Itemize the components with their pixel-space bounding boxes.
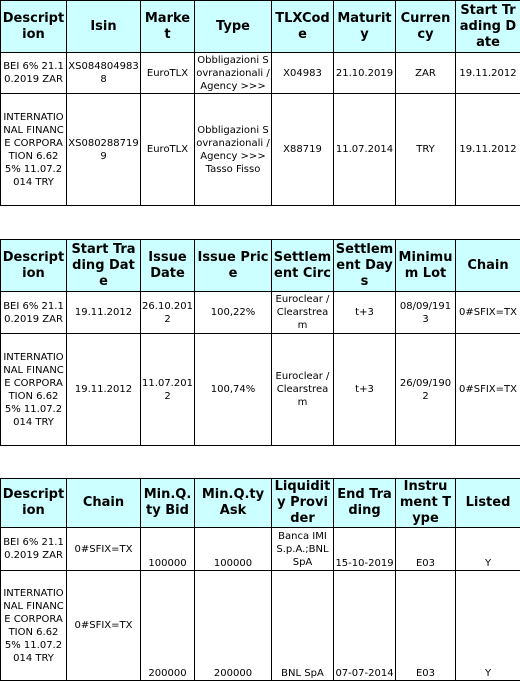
- cell-liquidity-provider: Banca IMI S.p.A.;BNL SpA: [272, 528, 334, 571]
- header-description: Description: [1, 1, 67, 53]
- cell-tlxcode: X88719: [272, 94, 334, 206]
- table-row: [1, 334, 520, 446]
- cell-issue-date: 11.07.2012: [141, 334, 195, 446]
- header-instrument-type: Instrument Type: [396, 479, 456, 528]
- cell-currency: TRY: [396, 94, 456, 206]
- cell-isin: XS0848049838: [67, 53, 141, 94]
- header-min-qty-bid: Min.Q.ty Bid: [141, 479, 195, 528]
- header-settlement-circ: Settlement Circ: [272, 240, 334, 292]
- cell-description: BEI 6% 21.10.2019 ZAR: [1, 53, 67, 94]
- header-issue-date: Issue Date: [141, 240, 195, 292]
- table-row: [1, 292, 520, 334]
- table-row: [1, 528, 520, 571]
- instrument-table-3: [0, 478, 520, 681]
- cell-instrument-type: E03: [396, 528, 456, 571]
- header-row: [1, 479, 520, 528]
- cell-market: EuroTLX: [141, 94, 195, 206]
- cell-type: Obbligazioni Sovranazionali /Agency >>> Tasso Fisso: [195, 94, 272, 206]
- header-chain: Chain: [67, 479, 141, 528]
- cell-maturity: 11.07.2014: [334, 94, 396, 206]
- cell-issue-price: 100,74%: [195, 334, 272, 446]
- header-row: [1, 240, 520, 292]
- cell-minimum-lot: 26/09/1902: [396, 334, 456, 446]
- cell-description: BEI 6% 21.10.2019 ZAR: [1, 528, 67, 571]
- table-row: [1, 94, 520, 206]
- header-market: Market: [141, 1, 195, 53]
- cell-start-trading-date: 19.11.2012: [67, 334, 141, 446]
- cell-currency: ZAR: [396, 53, 456, 94]
- instrument-table-1: [0, 0, 520, 206]
- cell-description: BEI 6% 21.10.2019 ZAR: [1, 292, 67, 334]
- cell-minimum-lot: 08/09/1913: [396, 292, 456, 334]
- header-issue-price: Issue Price: [195, 240, 272, 292]
- header-currency: Currency: [396, 1, 456, 53]
- cell-chain: 0#SFIX=TX: [456, 334, 520, 446]
- cell-chain: 0#SFIX=TX: [67, 571, 141, 681]
- cell-description: INTERNATIONAL FINANCE CORPORATION 6.625% 11.07.2014 TRY: [1, 571, 67, 681]
- instrument-table-2: [0, 239, 520, 446]
- cell-min-qty-bid: 200000: [141, 571, 195, 681]
- header-chain: Chain: [456, 240, 520, 292]
- cell-issue-price: 100,22%: [195, 292, 272, 334]
- cell-listed: Y: [456, 571, 520, 681]
- header-description: Description: [1, 479, 67, 528]
- header-start-trading-date: Start Trading Date: [456, 1, 520, 53]
- cell-isin: XS0802887199: [67, 94, 141, 206]
- cell-start-trading-date: 19.11.2012: [456, 53, 520, 94]
- cell-issue-date: 26.10.2012: [141, 292, 195, 334]
- header-type: Type: [195, 1, 272, 53]
- cell-market: EuroTLX: [141, 53, 195, 94]
- cell-min-qty-ask: 200000: [195, 571, 272, 681]
- header-description: Description: [1, 240, 67, 292]
- cell-settlement-days: t+3: [334, 292, 396, 334]
- header-liquidity-provider: Liquidity Provider: [272, 479, 334, 528]
- cell-description: INTERNATIONAL FINANCE CORPORATION 6.625% 11.07.2014 TRY: [1, 334, 67, 446]
- header-isin: Isin: [67, 1, 141, 53]
- header-start-trading-date: Start Trading Date: [67, 240, 141, 292]
- cell-end-trading: 07-07-2014: [334, 571, 396, 681]
- header-minimum-lot: Minimum Lot: [396, 240, 456, 292]
- cell-maturity: 21.10.2019: [334, 53, 396, 94]
- header-settlement-days: Settlement Days: [334, 240, 396, 292]
- header-listed: Listed: [456, 479, 520, 528]
- cell-settlement-circ: Euroclear / Clearstream: [272, 334, 334, 446]
- cell-tlxcode: X04983: [272, 53, 334, 94]
- cell-min-qty-bid: 100000: [141, 528, 195, 571]
- cell-description: INTERNATIONAL FINANCE CORPORATION 6.625% 11.07.2014 TRY: [1, 94, 67, 206]
- cell-listed: Y: [456, 528, 520, 571]
- header-end-trading: End Trading: [334, 479, 396, 528]
- cell-instrument-type: E03: [396, 571, 456, 681]
- cell-start-trading-date: 19.11.2012: [67, 292, 141, 334]
- cell-settlement-circ: Euroclear / Clearstream: [272, 292, 334, 334]
- cell-liquidity-provider: BNL SpA: [272, 571, 334, 681]
- header-maturity: Maturity: [334, 1, 396, 53]
- header-min-qty-ask: Min.Q.ty Ask: [195, 479, 272, 528]
- table-row: [1, 571, 520, 681]
- cell-start-trading-date: 19.11.2012: [456, 94, 520, 206]
- header-row: [1, 1, 520, 53]
- cell-chain: 0#SFIX=TX: [456, 292, 520, 334]
- cell-chain: 0#SFIX=TX: [67, 528, 141, 571]
- header-tlxcode: TLXCode: [272, 1, 334, 53]
- cell-min-qty-ask: 100000: [195, 528, 272, 571]
- cell-end-trading: 15-10-2019: [334, 528, 396, 571]
- table-row: [1, 53, 520, 94]
- cell-type: Obbligazioni Sovranazionali /Agency >>>: [195, 53, 272, 94]
- cell-settlement-days: t+3: [334, 334, 396, 446]
